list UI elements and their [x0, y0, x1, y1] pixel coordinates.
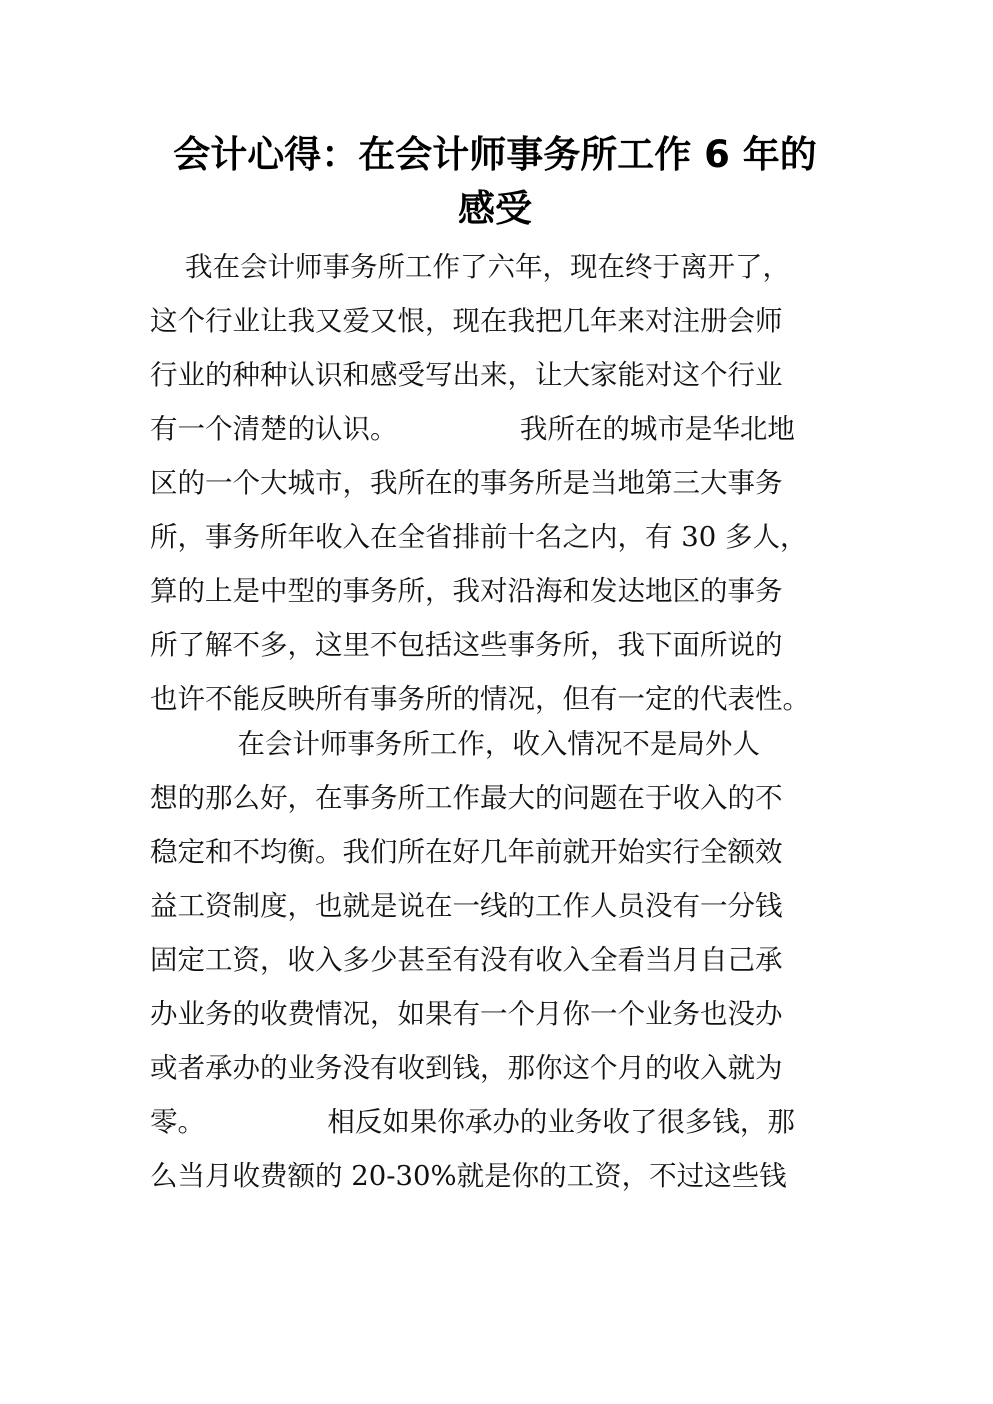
body-line: 或者承办的业务没有收到钱，那你这个月的收入就为 [150, 1052, 783, 1084]
body-line: 所，事务所年收入在全省排前十名之内，有 30 多人， [150, 521, 808, 553]
body-line: 有一个清楚的认识。 我所在的城市是华北地 [150, 413, 795, 445]
document-title [150, 128, 840, 236]
body-line: 也许不能反映所有事务所的情况，但有一定的代表性。 [150, 683, 810, 715]
body-line: 想的那么好，在事务所工作最大的问题在于收入的不 [150, 782, 783, 814]
body-line: 区的一个大城市，我所在的事务所是当地第三大事务 [150, 467, 783, 499]
body-line: 零。 相反如果你承办的业务收了很多钱，那 [150, 1106, 795, 1138]
title-line-2: 感受 [458, 187, 532, 230]
body-line: 这个行业让我又爱又恨，现在我把几年来对注册会师 [150, 305, 783, 337]
body-line: 么当月收费额的 20-30%就是你的工资，不过这些钱 [150, 1160, 787, 1192]
body-line: 行业的种种认识和感受写出来，让大家能对这个行业 [150, 359, 783, 391]
body-line: 在会计师事务所工作，收入情况不是局外人 [150, 728, 760, 760]
body-line: 益工资制度，也就是说在一线的工作人员没有一分钱 [150, 890, 783, 922]
title-line-1: 会计心得：在会计师事务所工作 6 年的 [173, 133, 817, 176]
body-line: 所了解不多，这里不包括这些事务所，我下面所说的 [150, 629, 783, 661]
body-line: 固定工资，收入多少甚至有没有收入全看当月自己承 [150, 944, 783, 976]
body-line: 稳定和不均衡。我们所在好几年前就开始实行全额效 [150, 836, 783, 868]
body-line: 办业务的收费情况，如果有一个月你一个业务也没办 [150, 998, 783, 1030]
body-line: 算的上是中型的事务所，我对沿海和发达地区的事务 [150, 575, 783, 607]
body-line: 我在会计师事务所工作了六年，现在终于离开了， [150, 251, 790, 283]
